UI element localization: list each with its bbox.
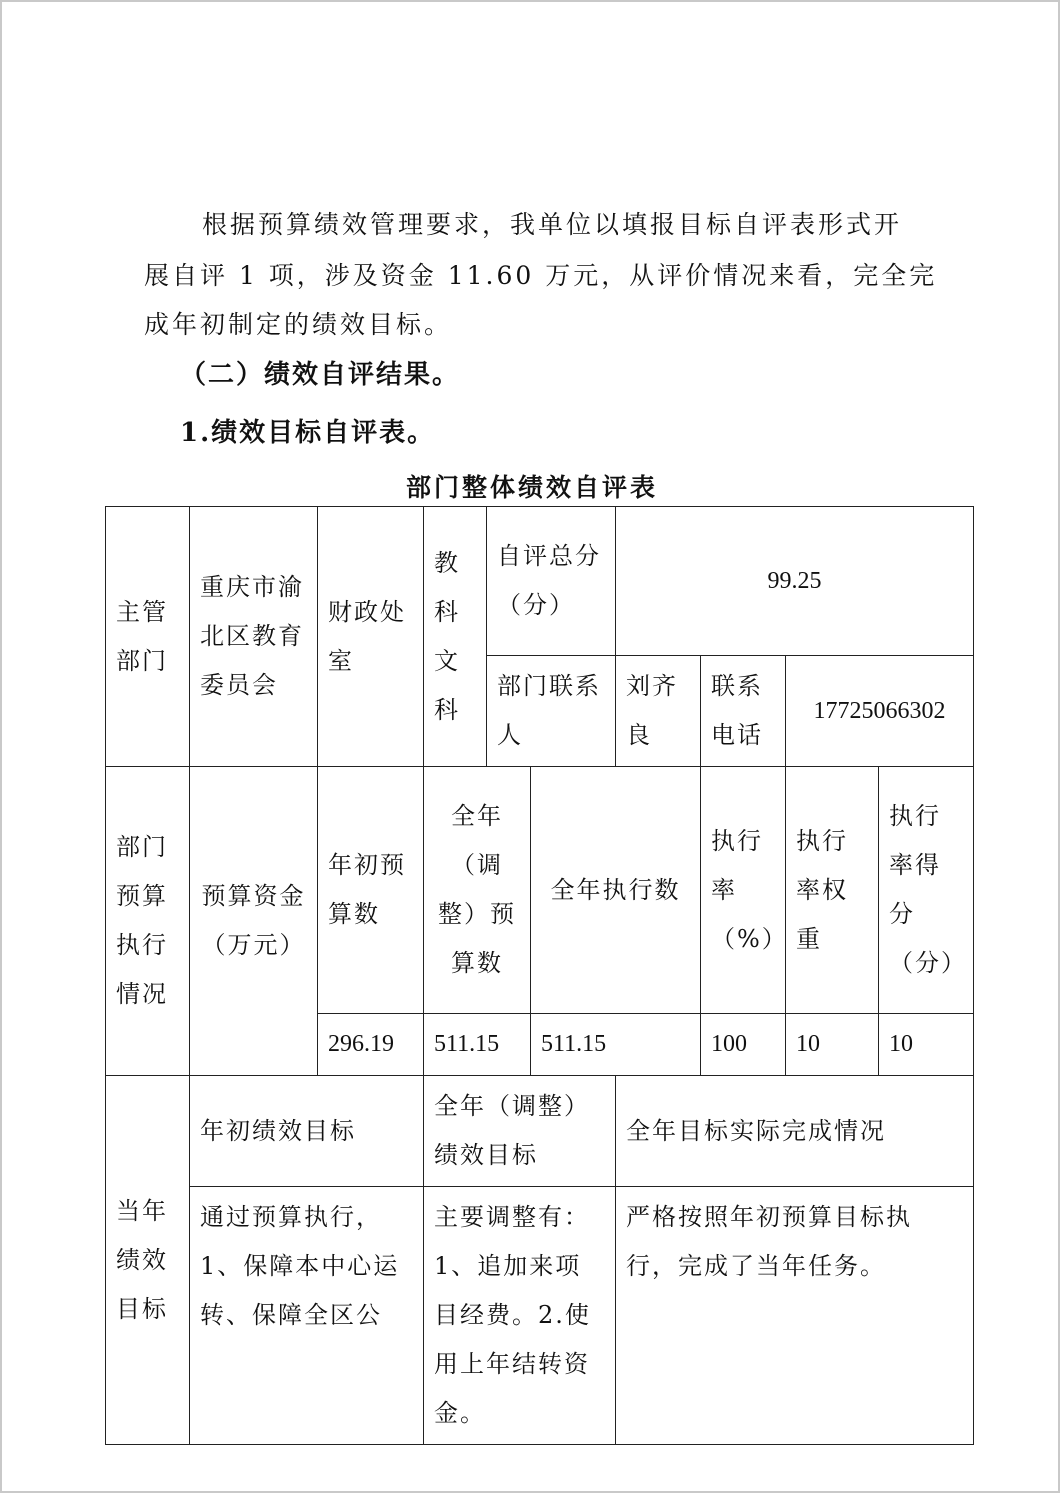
label-dept: 主管部门 (106, 507, 190, 767)
office-label: 财政处室 (318, 507, 424, 767)
table-title: 部门整体绩效自评表 (405, 473, 658, 502)
section-heading: （二）绩效自评结果。 (180, 360, 461, 390)
goal-adjusted-text: 主要调整有：1、追加来项目经费。2.使用上年结转资金。 (424, 1187, 616, 1445)
col-executed: 全年执行数 (531, 767, 701, 1014)
col-rate-weight: 执行率权重 (786, 767, 879, 1014)
col-exec-rate: 执行率（%） (701, 767, 786, 1014)
val-rate-score: 10 (879, 1014, 974, 1076)
intro-line-3: 成年初制定的绩效目标。 (144, 310, 453, 339)
goal-initial-label: 年初绩效目标 (190, 1076, 424, 1187)
goal-adjusted-label: 全年（调整）绩效目标 (424, 1076, 616, 1187)
phone-label: 联系电话 (701, 656, 786, 767)
col-rate-score: 执行率得分（分） (879, 767, 974, 1014)
col-initial-budget: 年初预算数 (318, 767, 424, 1014)
col-adjusted-budget: 全年（调整）预算数 (424, 767, 531, 1014)
score-value: 99.25 (616, 507, 974, 656)
intro-line-2: 展自评 1 项，涉及资金 11.60 万元，从评价情况来看，完全完 (144, 261, 938, 290)
contact-label: 部门联系人 (487, 656, 616, 767)
val-exec-rate: 100 (701, 1014, 786, 1076)
goal-initial-text: 通过预算执行，1、保障本中心运转、保障全区公 (190, 1187, 424, 1445)
goal-actual-label: 全年目标实际完成情况 (616, 1076, 974, 1187)
val-adjusted-budget: 511.15 (424, 1014, 531, 1076)
goal-section-label: 当年绩效目标 (106, 1076, 190, 1445)
office-value: 教科文科 (424, 507, 487, 767)
goal-actual-text: 严格按照年初预算目标执行，完成了当年任务。 (616, 1187, 974, 1445)
phone-value: 17725066302 (786, 656, 974, 767)
intro-line-1: 根据预算绩效管理要求，我单位以填报目标自评表形式开 (202, 210, 903, 239)
val-executed: 511.15 (531, 1014, 701, 1076)
sub-heading: 1.绩效目标自评表。 (180, 418, 436, 448)
score-label: 自评总分（分） (487, 507, 616, 656)
contact-name: 刘齐良 (616, 656, 701, 767)
val-rate-weight: 10 (786, 1014, 879, 1076)
dept-name: 重庆市渝北区教育委员会 (190, 507, 318, 767)
val-initial-budget: 296.19 (318, 1014, 424, 1076)
budget-funds-label: 预算资金（万元） (190, 767, 318, 1076)
budget-section-label: 部门预算执行情况 (106, 767, 190, 1076)
self-evaluation-table (105, 506, 974, 1445)
